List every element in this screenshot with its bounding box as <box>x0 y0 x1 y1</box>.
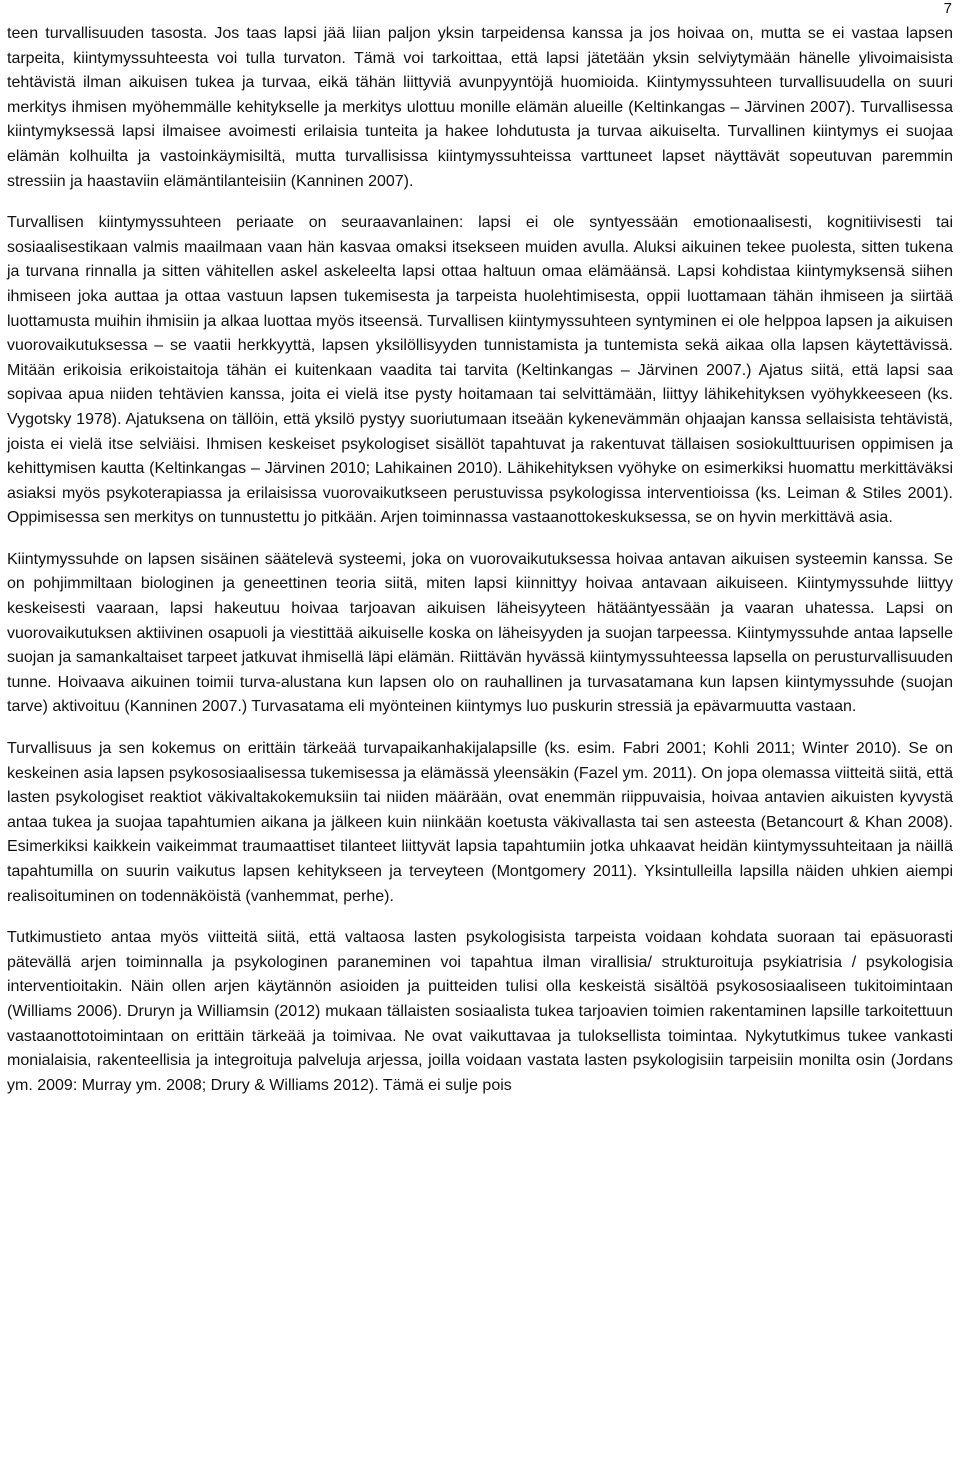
document-body <box>7 22 953 1098</box>
paragraph-attachment-security: teen turvallisuuden tasosta. Jos taas lapsi jää liian paljon yksin tarpeidensa kanssa ja jos hoivaa on, mutta se ei vastaa lapsen tarpeita, kiintymyssuhteesta voi tulla turvaton. Tämä voi tarkoittaa, että lapsi jätetään yksin selviytymään hänelle ylivoimaisista tehtävistä ilman aikuisen tukea ja turvaa, eikä tähän liittyviä avunpyyntöjä huomioida. Kiintymyssuhteen turvallisuudella on suuri merkitys ihmisen myöhemmälle kehitykselle ja merkitys ulottuu monille elämän alueille (Keltinkangas – Järvinen 2007). Turvallisessa kiintymyksessä lapsi ilmaisee avoimesti erilaisia tunteita ja hakee lohdutusta ja turvaa aikuiselta. Turvallinen kiintymys ei suojaa elämän kolhuilta ja vastoinkäymisiltä, mutta turvallisissa kiintymyssuhteissa varttuneet lapset näyttävät sopeutuvan paremmin stressiin ja haastaviin elämäntilanteisiin (Kanninen 2007). <box>7 25 953 190</box>
paragraph-secure-attachment-principle: Turvallisen kiintymyssuhteen periaate on seuraavanlainen: lapsi ei ole syntyessään emotionaalisesti, kognitiivisesti tai sosiaalisestikaan valmis maailmaan vaan hän kasvaa omaksi itsekseen muiden avulla. Aluksi aikuinen tekee puolesta, sitten tukena ja turvana rinnalla ja sitten vähitellen askel askeleelta lapsi ottaa haltuun omaa elämäänsä. Lapsi kohdistaa kiintymyksensä siihen ihmiseen joka auttaa ja ottaa vastuun lapsen tukemisesta ja tarpeista huolehtimisesta, oppii luottamaan tähän ihmiseen ja siirtää luottamusta muihin ihmisiin ja alkaa luottaa myös itseensä. Turvallisen kiintymyssuhteen syntyminen ei ole helppoa lapsen ja aikuisen vuorovaikutuksessa – se vaatii herkkyyttä, lapsen yksilöllisyyden tunnistamista ja tuntemista sekä aikaa olla lapsen käytettävissä. Mitään erikoisia erikoistaitoja tähän ei kuitenkaan vaadita tai tarvita (Keltinkangas – Järvinen 2007.) Ajatus siitä, että lapsi saa sopivaa apua niiden tehtävien kanssa, joita ei vielä itse pysty hoitamaan tai selvittämään, liittyy lähikehityksen vyöhykkeeseen (ks. Vygotsky 1978). Ajatuksena on tällöin, että yksilö pystyy suoriutumaan itseään kykenevämmän ohjaajan kanssa sellaisista tehtävistä, joista ei vielä itse selviäisi. Ihmisen keskeiset psykologiset sisällöt tapahtuvat ja rakentuvat tällaisen sosiokulttuurisen oppimisen ja kehittymisen kautta (Keltinkangas – Järvinen 2010; Lahikainen 2010). Lähikehityksen vyöhyke on esimerkiksi huomattu merkittäväksi asiaksi myös psykoterapiassa ja erilaisissa vuorovaikutkseen perustuvissa psykologissa interventioissa (ks. Leiman & Stiles 2001). Oppimisessa sen merkitys on tunnustettu jo pitkään. Arjen toiminnassa vastaanottokeskuksessa, se on hyvin merkittävä asia. <box>7 214 953 527</box>
paragraph-attachment-system: Kiintymyssuhde on lapsen sisäinen säätelevä systeemi, joka on vuorovaikutuksessa hoivaa antavan aikuisen systeemin kanssa. Se on pohjimmiltaan biologinen ja geneettinen teoria siitä, miten lapsi kiinnittyy hoivaa antavaan aikuiseen. Kiintymyssuhde liittyy keskeisesti vaaraan, lapsi hakeutuu hoivaa tarjoavan aikuisen läheisyyteen hätääntyessään ja vaaran uhatessa. Lapsi on vuorovaikutuksen aktiivinen osapuoli ja viestittää aikuiselle koska on läheisyyden ja suojan tarpeessa. Kiintymyssuhde antaa lapselle suojan ja samankaltaiset tarpeet jatkuvat ihmisellä läpi elämän. Riittävän hyvässä kiintymyssuhteessa lapsella on perusturvallisuuden tunne. Hoivaava aikuinen toimii turva-alustana kun lapsen olo on rauhallinen ja turvasatamana kun lapsen kiintymyssuhde (suojan tarve) aktivoituu (Kanninen 2007.) Turvasatama eli myönteinen kiintymys luo puskurin stressiä ja epävarmuutta vastaan. <box>7 550 953 716</box>
page-number: 7 <box>943 0 952 17</box>
paragraph-research-evidence: Tutkimustieto antaa myös viitteitä siitä, että valtaosa lasten psykologisista tarpeista voidaan kohdata suoraan tai epäsuorasti pätevällä arjen toiminnalla ja psykologinen paraneminen voi tapahtua ilman virallisia/ strukturoituja psykiatrisia / psykologisia interventioitakin. Näin ollen arjen käytännön asioiden ja puitteiden tulisi olla keskeistä sisältöä psykososiaaliseen tukitoimintaan (Williams 2006). Druryn ja Williamsin (2012) mukaan tällaisten sosiaalista tukea tarjoavien toimien rakentaminen lapsille tarkoitettuun vastaanottotoimintaan on erittäin tärkeää ja toimivaa. Ne ovat vaikuttavaa ja tuloksellista toimintaa. Nykytutkimus tukee vankasti monialaisia, rakenteellisia ja integroituja palveluja arjessa, joilla voidaan vastata lasten psykologisiin tarpeisiin monilta osin (Jordans ym. 2009: Murray ym. 2008; Drury & Williams 2012). Tämä ei sulje pois <box>7 929 953 1094</box>
paragraph-safety-asylum-children: Turvallisuus ja sen kokemus on erittäin tärkeää turvapaikanhakijalapsille (ks. esim. Fabri 2001; Kohli 2011; Winter 2010). Se on keskeinen asia lapsen psykososiaalisessa tukemisessa ja elämässä yleensäkin (Fazel ym. 2011). On jopa olemassa viitteitä siitä, että lasten psykologiset reaktiot väkivaltakokemuksiin tai niiden määrään, ovat enemmän riippuvaisia, hoivaa antavien aikuisten kyvystä antaa tukea ja suojaa tapahtumien aikana ja jälkeen kuin niinkään koetusta väkivallasta tai sen asteesta (Betancourt & Khan 2008). Esimerkiksi kaikkein vaikeimmat traumaattiset tilanteet liittyvät lapsia tapahtumiin jotka uhkaavat heidän kiintymyssuhteitaan ja näillä tapahtumilla on suurin vaikutus lapsen kehitykseen ja terveyteen (Montgomery 2011). Yksintulleilla lapsilla näiden uhkien aiempi realisoituminen on todennäköistä (vanhemmat, perhe). <box>7 740 953 905</box>
